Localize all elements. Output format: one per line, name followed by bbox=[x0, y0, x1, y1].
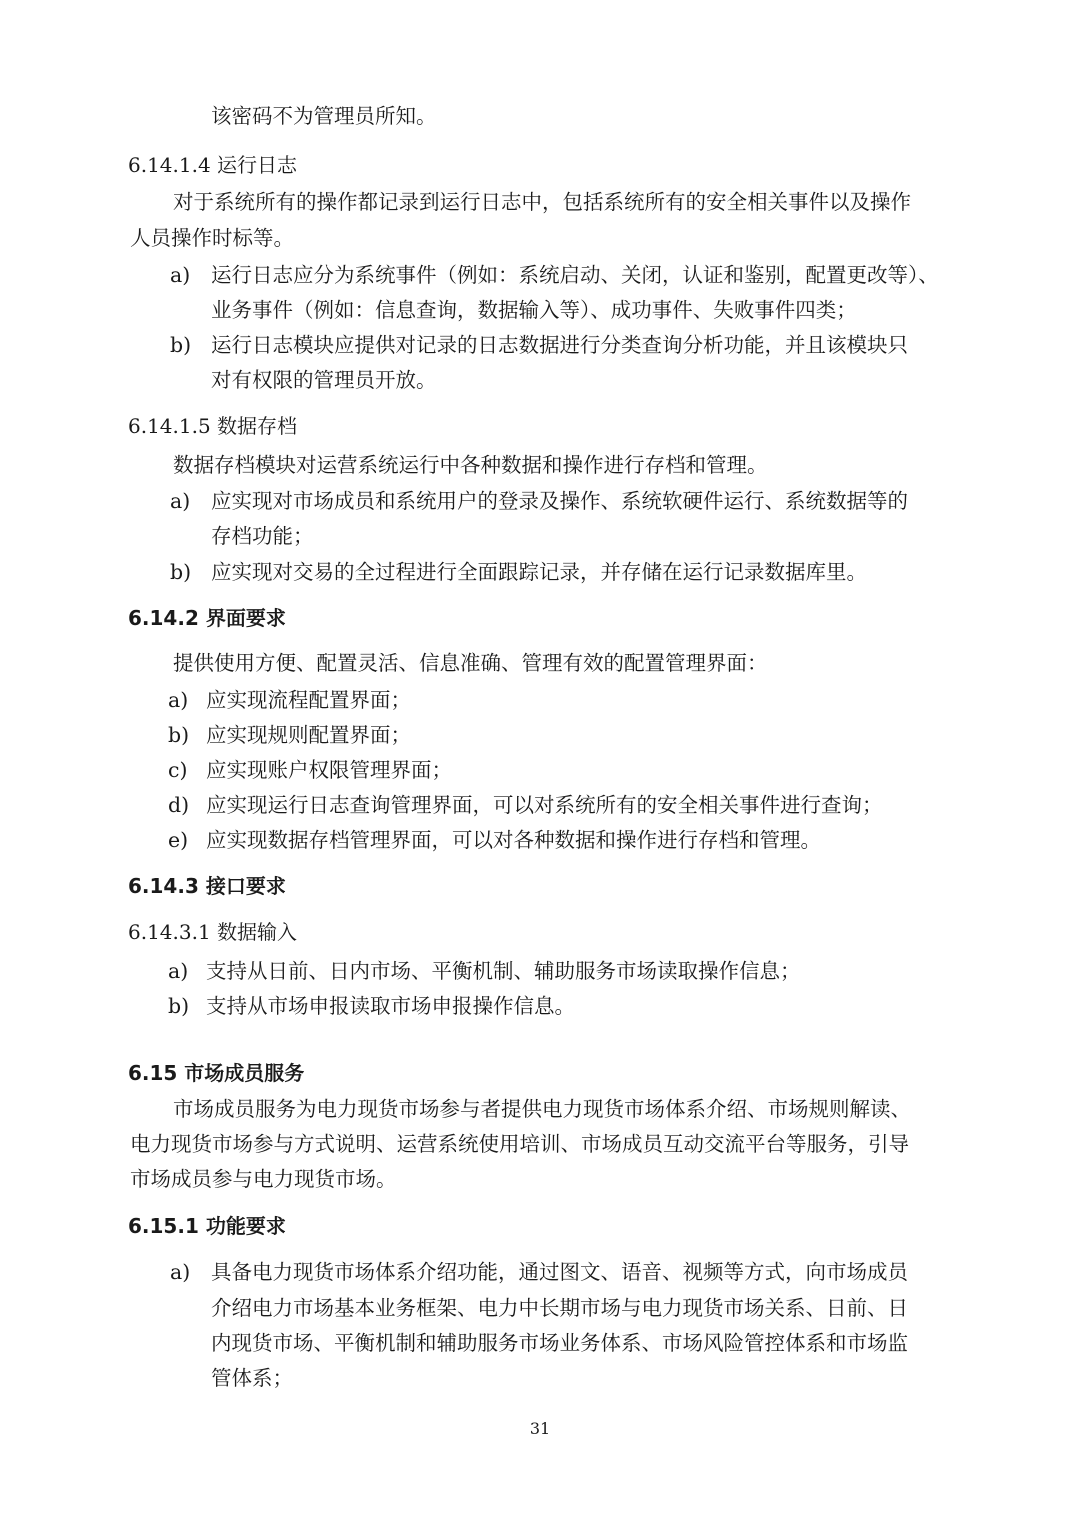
list-item-text: 支持从日前、日内市场、平衡机制、辅助服务市场读取操作信息； bbox=[206, 959, 801, 983]
list-label: b) bbox=[168, 723, 190, 747]
list-item-text: 存档功能； bbox=[211, 524, 314, 548]
list-item-text: 应实现流程配置界面； bbox=[206, 688, 411, 712]
list-item-text: 具备电力现货市场体系介绍功能，通过图文、语音、视频等方式，向市场成员 bbox=[211, 1260, 908, 1284]
list-label: d) bbox=[168, 793, 190, 817]
list-item-text: 支持从市场申报读取市场申报操作信息。 bbox=[206, 994, 575, 1018]
list-label: a) bbox=[168, 959, 189, 983]
paragraph-line: 电力现货市场参与方式说明、运营系统使用培训、市场成员互动交流平台等服务，引导 bbox=[130, 1132, 909, 1156]
section-heading-6-15: 6.15 市场成员服务 bbox=[128, 1061, 305, 1085]
list-item-text: 运行日志应分为系统事件（例如：系统启动、关闭，认证和鉴别，配置更改等）、 bbox=[211, 263, 939, 287]
paragraph-line: 市场成员参与电力现货市场。 bbox=[130, 1167, 397, 1191]
paragraph-line: 人员操作时标等。 bbox=[130, 226, 294, 250]
list-label: c) bbox=[168, 758, 188, 782]
list-label: b) bbox=[170, 333, 192, 357]
paragraph-line: 市场成员服务为电力现货市场参与者提供电力现货市场体系介绍、市场规则解读、 bbox=[173, 1097, 911, 1121]
subsection-heading-6-14-1-5: 6.14.1.5 数据存档 bbox=[128, 414, 298, 438]
list-item-text: 管体系； bbox=[211, 1366, 293, 1390]
page-number: 31 bbox=[529, 1419, 551, 1438]
paragraph-line: 提供使用方便、配置灵活、信息准确、管理有效的配置管理界面： bbox=[173, 651, 768, 675]
list-item-text: 内现货市场、平衡机制和辅助服务市场业务体系、市场风险管控体系和市场监 bbox=[211, 1331, 908, 1355]
paragraph-continuation: 该密码不为管理员所知。 bbox=[211, 104, 437, 128]
list-item-text: 业务事件（例如：信息查询，数据输入等）、成功事件、失败事件四类； bbox=[211, 298, 857, 322]
paragraph-line: 对于系统所有的操作都记录到运行日志中，包括系统所有的安全相关事件以及操作 bbox=[173, 190, 911, 214]
list-item-text: 应实现运行日志查询管理界面，可以对系统所有的安全相关事件进行查询； bbox=[206, 793, 883, 817]
list-label: a) bbox=[170, 1260, 191, 1284]
list-item-text: 介绍电力市场基本业务框架、电力中长期市场与电力现货市场关系、日前、日 bbox=[211, 1296, 908, 1320]
list-item-text: 运行日志模块应提供对记录的日志数据进行分类查询分析功能，并且该模块只 bbox=[211, 333, 908, 357]
list-item-text: 应实现对交易的全过程进行全面跟踪记录，并存储在运行记录数据库里。 bbox=[211, 560, 867, 584]
list-label: b) bbox=[168, 994, 190, 1018]
list-item-text: 对有权限的管理员开放。 bbox=[211, 368, 437, 392]
paragraph-line: 数据存档模块对运营系统运行中各种数据和操作进行存档和管理。 bbox=[173, 453, 768, 477]
list-item-text: 应实现对市场成员和系统用户的登录及操作、系统软硬件运行、系统数据等的 bbox=[211, 489, 908, 513]
list-item-text: 应实现账户权限管理界面； bbox=[206, 758, 452, 782]
list-label: e) bbox=[168, 828, 189, 852]
section-heading-6-14-2: 6.14.2 界面要求 bbox=[128, 606, 286, 630]
list-item-text: 应实现数据存档管理界面，可以对各种数据和操作进行存档和管理。 bbox=[206, 828, 821, 852]
list-label: a) bbox=[170, 489, 191, 513]
section-heading-6-15-1: 6.15.1 功能要求 bbox=[128, 1214, 286, 1238]
subsection-heading-6-14-1-4: 6.14.1.4 运行日志 bbox=[128, 153, 298, 177]
list-label: b) bbox=[170, 560, 192, 584]
list-label: a) bbox=[170, 263, 191, 287]
list-item-text: 应实现规则配置界面； bbox=[206, 723, 411, 747]
section-heading-6-14-3: 6.14.3 接口要求 bbox=[128, 874, 286, 898]
subsection-heading-6-14-3-1: 6.14.3.1 数据输入 bbox=[128, 920, 298, 944]
list-label: a) bbox=[168, 688, 189, 712]
